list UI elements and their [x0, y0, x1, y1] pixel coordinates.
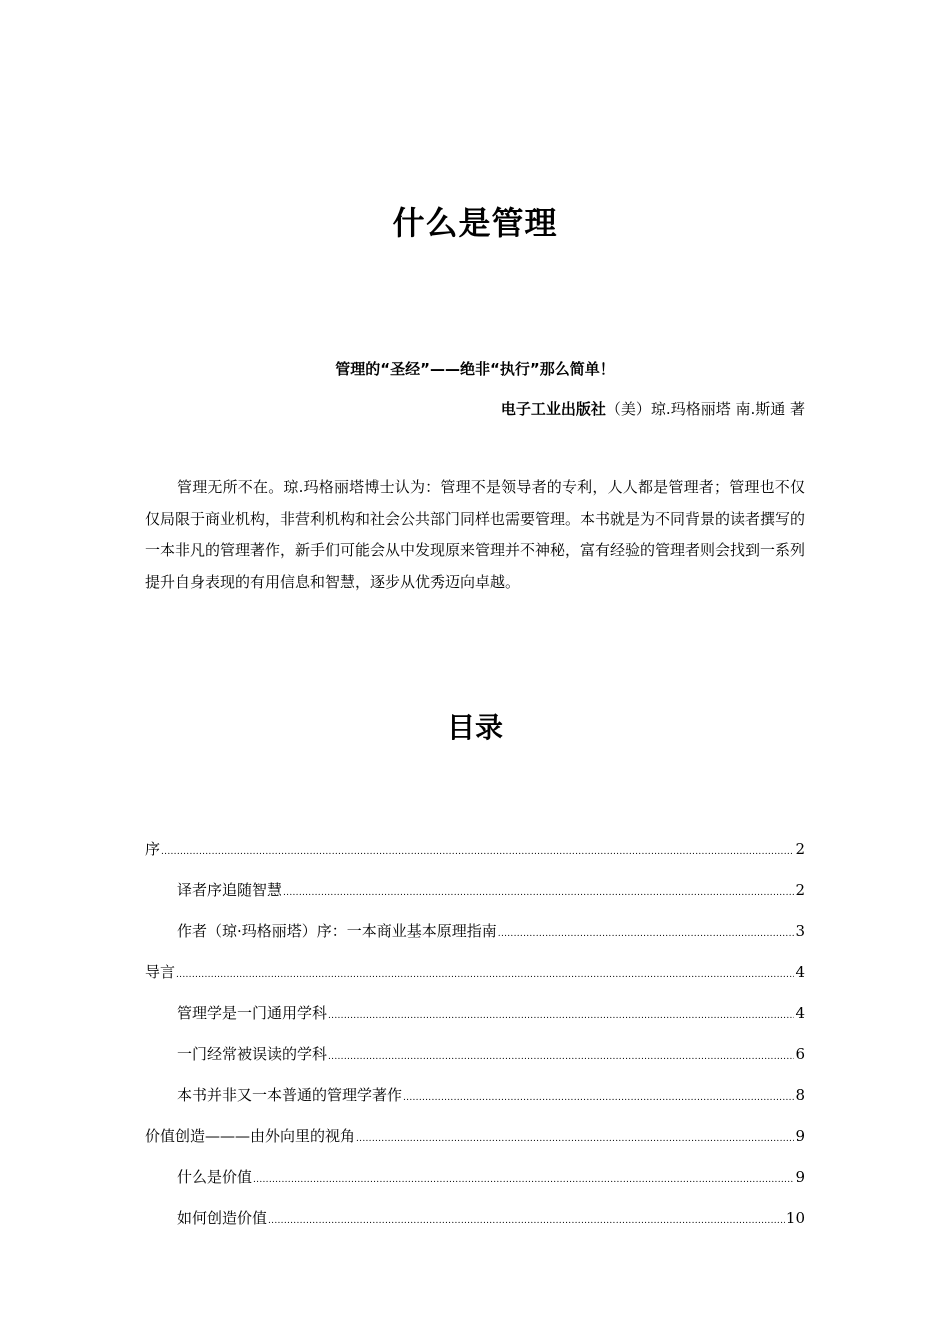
toc-leader-dots [253, 1168, 794, 1186]
toc-entry-title: 本书并非又一本普通的管理学著作 [177, 1086, 403, 1104]
toc-leader-dots [268, 1209, 785, 1227]
toc-leader-dots [356, 1127, 794, 1145]
toc-entry-title: 价值创造———由外向里的视角 [145, 1127, 356, 1145]
toc-leader-dots [498, 922, 795, 940]
toc-entry-page: 4 [795, 1004, 805, 1022]
byline [501, 398, 805, 419]
toc-entry-page: 2 [795, 881, 805, 899]
toc-entry-title: 管理学是一门通用学科 [177, 1004, 328, 1022]
toc-entry[interactable] [145, 838, 805, 879]
author-names: （美）琼.玛格丽塔 南.斯通 著 [605, 400, 805, 418]
toc-entry-page: 9 [795, 1127, 805, 1145]
toc-entry[interactable] [145, 1166, 805, 1207]
toc-entry[interactable] [145, 1125, 805, 1166]
toc-entry-page: 10 [785, 1209, 805, 1227]
toc-heading: 目录 [446, 711, 503, 744]
toc-entry[interactable] [145, 1043, 805, 1084]
book-title: 什么是管理 [392, 204, 558, 242]
toc-leader-dots [403, 1086, 794, 1104]
toc-entry-title: 如何创造价值 [177, 1209, 268, 1227]
toc-entry-title: 一门经常被误读的学科 [177, 1045, 328, 1063]
toc-leader-dots [176, 963, 794, 981]
toc-entry[interactable] [145, 1002, 805, 1043]
toc-entry-page: 9 [795, 1168, 805, 1186]
book-subtitle: 管理的“圣经”——绝非“执行”那么简单！ [335, 360, 615, 378]
toc-leader-dots [328, 1045, 794, 1063]
intro-paragraph: 管理无所不在。琼.玛格丽塔博士认为：管理不是领导者的专利，人人都是管理者；管理也不仅仅局限于商业机构，非营利机构和社会公共部门同样也需要管理。本书就是为不同背景的读者撰写的一本非凡的管理著作，新手们可能会从中发现原来管理并不神秘，富有经验的管理者则会找到一系列提升自身表现的有用信息和智慧，逐步从优秀迈向卓越。 [145, 478, 806, 591]
toc-entry-page: 8 [795, 1086, 805, 1104]
toc-entry-page: 3 [795, 922, 805, 940]
toc-entry-page: 2 [795, 840, 805, 858]
toc-entry-title: 导言 [145, 963, 176, 981]
toc-entry-page: 4 [795, 963, 805, 981]
toc-entry[interactable] [145, 920, 805, 961]
toc-entry-title: 译者序追随智慧 [177, 881, 283, 899]
toc-entry-title: 什么是价值 [177, 1168, 253, 1186]
toc-entry[interactable] [145, 961, 805, 1002]
toc-leader-dots [161, 840, 794, 858]
toc-entry[interactable] [145, 1084, 805, 1125]
toc-entry-page: 6 [795, 1045, 805, 1063]
toc-entry[interactable] [145, 1207, 805, 1248]
toc-entry[interactable] [145, 879, 805, 920]
toc-entry-title: 作者（琼·玛格丽塔）序：一本商业基本原理指南 [177, 922, 497, 940]
toc-leader-dots [283, 881, 794, 899]
publisher-name: 电子工业出版社 [500, 400, 606, 418]
toc-leader-dots [328, 1004, 794, 1022]
toc-entry-title: 序 [145, 840, 161, 858]
table-of-contents [145, 838, 805, 1248]
